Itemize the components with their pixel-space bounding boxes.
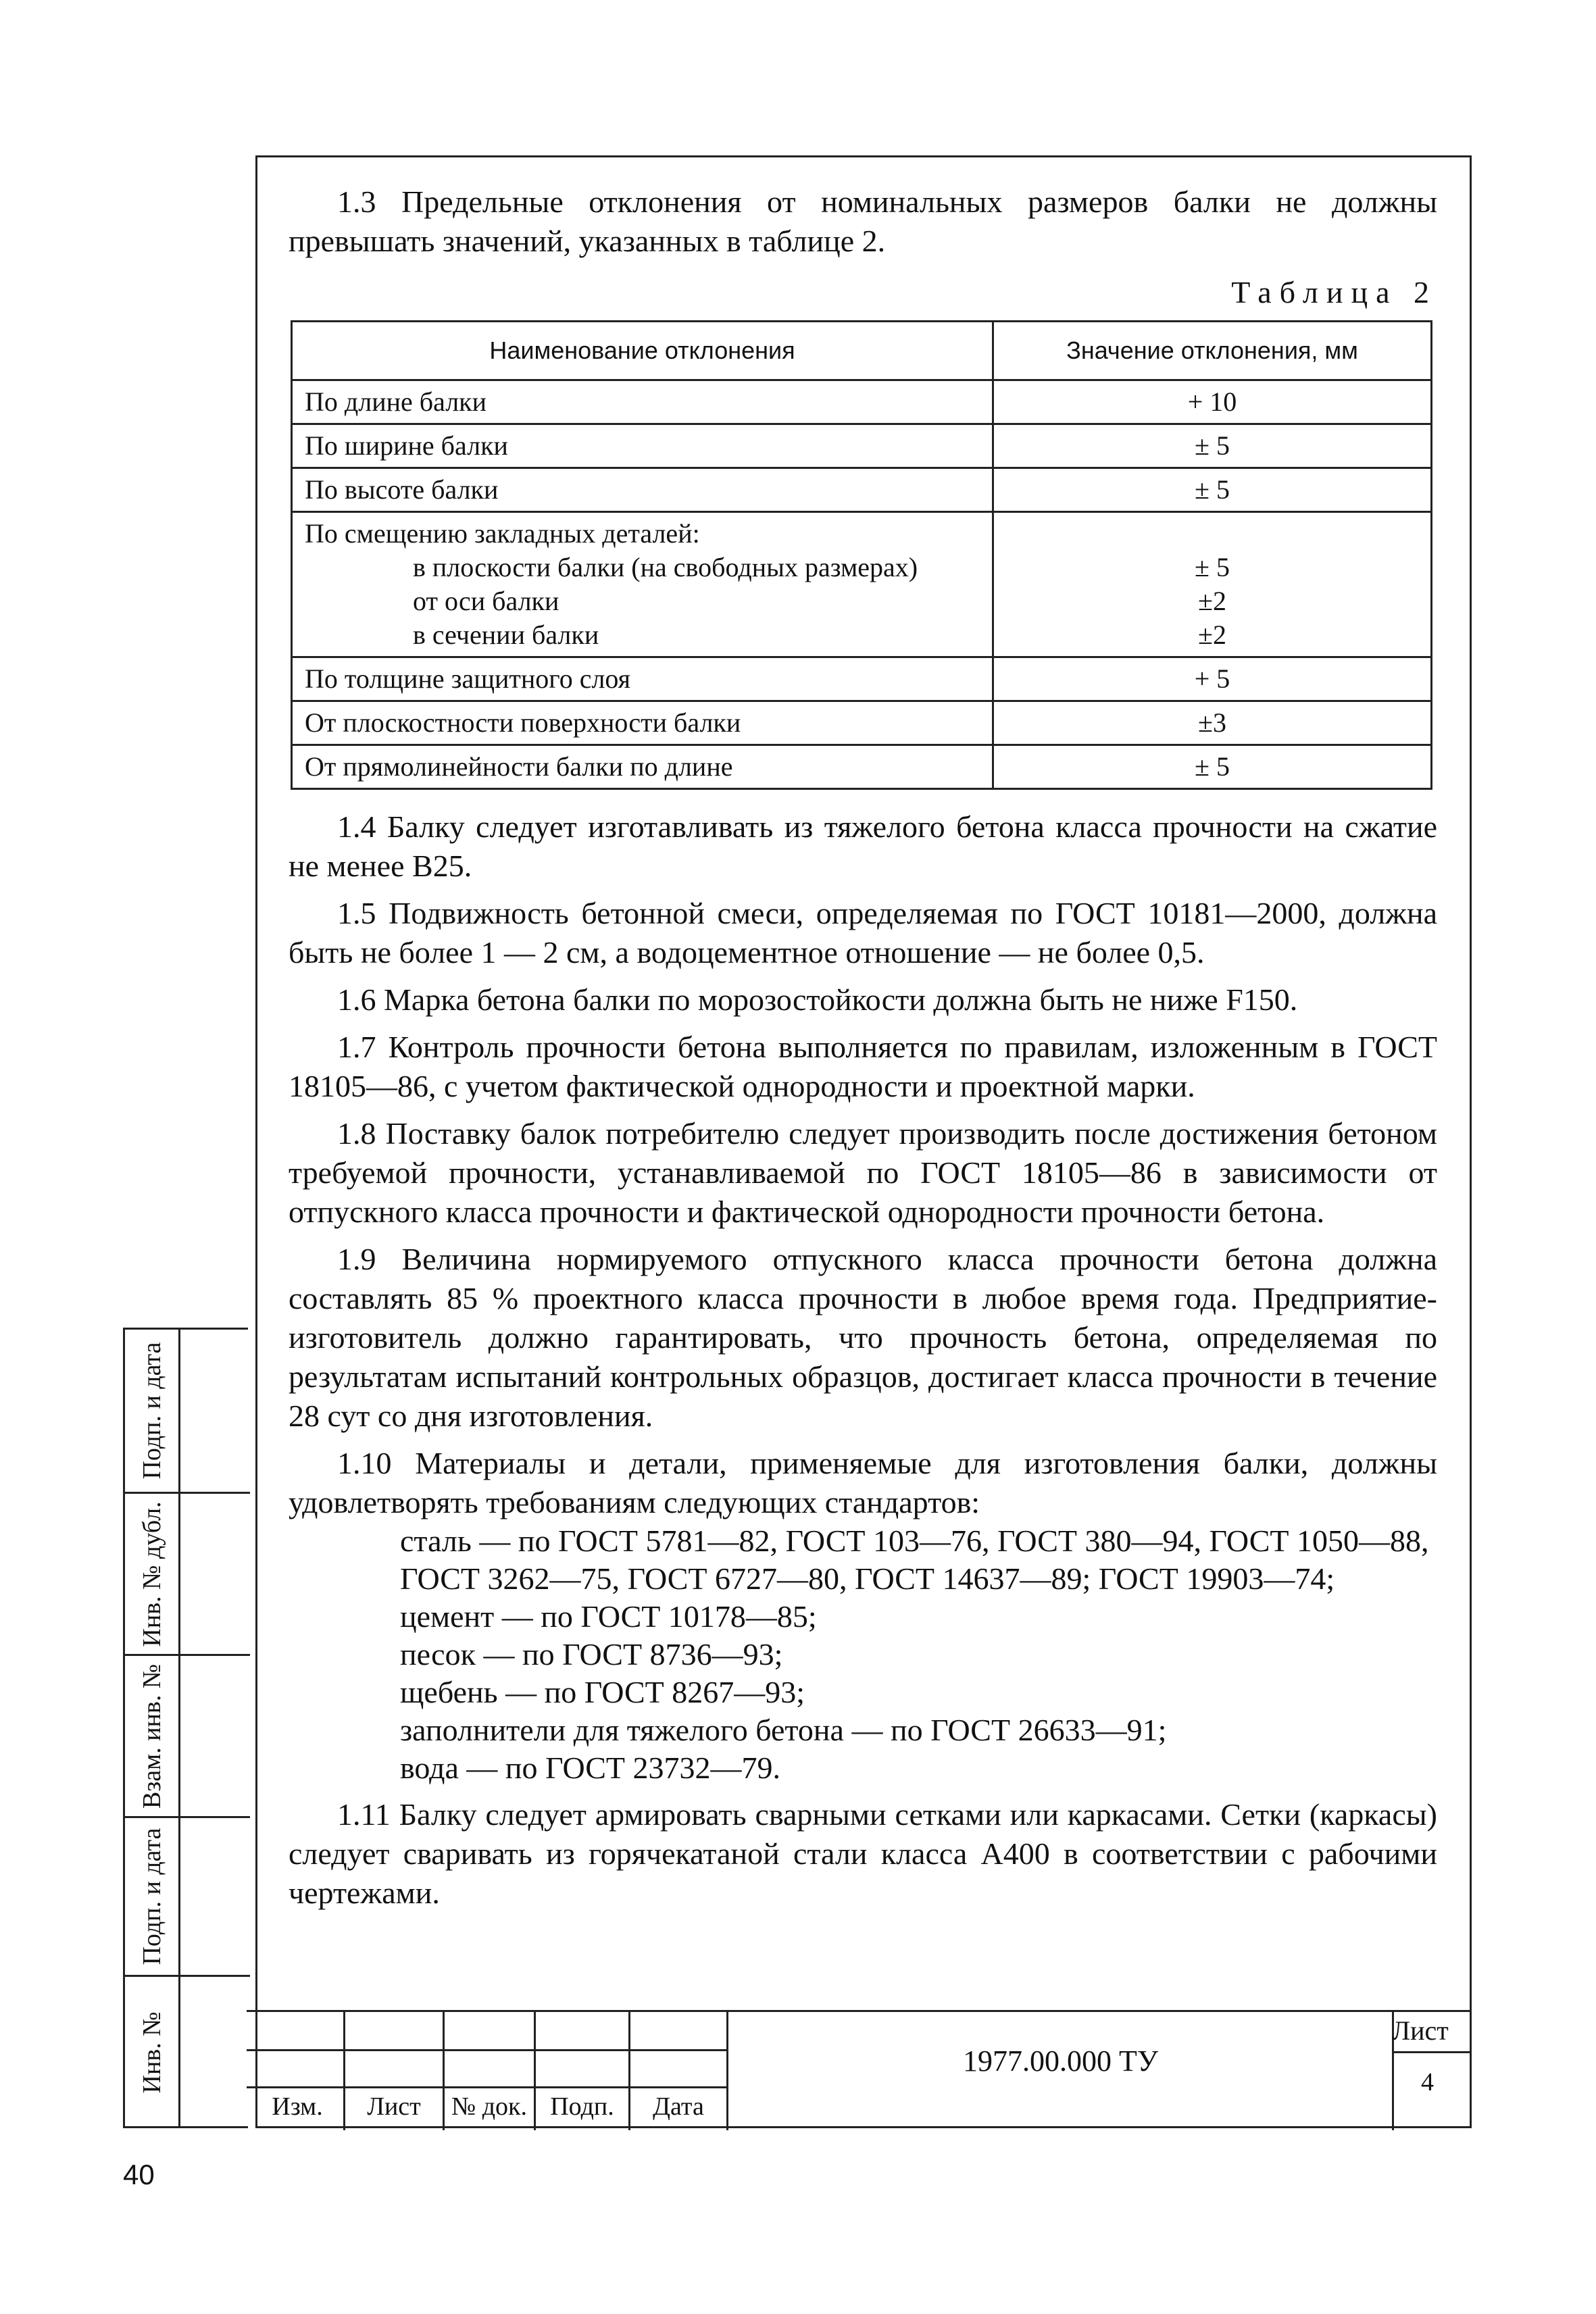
paragraph-1-7: 1.7 Контроль прочности бетона выполняется по правилам, изложенным в ГОСТ 18105—86, с учетом фактической однородности и проектной марки. — [289, 1030, 1437, 1103]
row-value: + 10 — [993, 380, 1432, 424]
table-caption: Таблица 2 — [1231, 275, 1437, 309]
stamp-label: Взам. инв. № — [137, 1663, 166, 1809]
paragraph-1-9: 1.9 Величина нормируемого отпускного класса прочности бетона должна составлять 85 % проектного класса прочности в любое время года. Предприятие-изготовитель должно гарантировать, что прочность бетона, определяемая по результатам испытаний контрольных образцов, достигает класса прочности в течение 28 сут со дня изготовления. — [289, 1242, 1437, 1433]
table-row — [292, 701, 1432, 745]
row-subitem: в плоскости балки (на свободных размерах) — [413, 552, 918, 582]
col-change: Изм. — [272, 2092, 323, 2121]
row-value — [993, 512, 1432, 657]
header-name: Наименование отклонения — [292, 322, 993, 380]
stamp-cell — [125, 1330, 250, 1492]
table-row — [292, 468, 1432, 512]
row-name: По длине балки — [292, 380, 993, 424]
row-name: От плоскостности поверхности балки — [292, 701, 993, 745]
paragraph-1-4: 1.4 Балку следует изготавливать из тяжелого бетона класса прочности на сжатие не менее В25. — [289, 809, 1437, 883]
table-header-row — [292, 322, 1432, 380]
sheet-label: Лист — [1392, 2015, 1449, 2046]
row-subitem: в сечении балки — [413, 620, 599, 650]
paragraph-1-10: 1.10 Материалы и детали, применяемые для изготовления балки, должны удовлетворять требованиям следующих стандартов: — [289, 1446, 1437, 1519]
row-value: ± 5 — [993, 424, 1432, 468]
stamp-cell — [125, 1816, 250, 1975]
stamp-label: Подп. и дата — [137, 1828, 166, 1965]
row-value: ±3 — [993, 701, 1432, 745]
row-subvalue: ±2 — [1198, 620, 1226, 650]
sheet-number: 4 — [1421, 2068, 1434, 2096]
row-group-title: По смещению закладных деталей: — [305, 518, 700, 549]
paragraph-1-8: 1.8 Поставку балок потребителю следует производить после достижения бетоном требуемой прочности, устанавливаемой по ГОСТ 18105—86 в зависимости от отпускного класса прочности и фактической однородности прочности бетона. — [289, 1116, 1437, 1229]
stamp-label: Инв. № — [137, 2011, 166, 2094]
row-value: ± 5 — [993, 745, 1432, 789]
paragraph-1-11: 1.11 Балку следует армировать сварными сетками или каркасами. Сетки (каркасы) следует сваривать из горячекатаной стали класса А400 в соответствии с рабочими чертежами. — [289, 1797, 1437, 1910]
row-name: По ширине балки — [292, 424, 993, 468]
list-item: щебень — по ГОСТ 8267—93; — [400, 1675, 805, 1709]
row-name: От прямолинейности балки по длине — [292, 745, 993, 789]
page-number: 40 — [123, 2159, 155, 2190]
table-row — [292, 424, 1432, 468]
row-subitem: от оси балки — [413, 586, 559, 616]
row-value: + 5 — [993, 657, 1432, 701]
col-date: Дата — [653, 2092, 704, 2121]
stamp-cell — [125, 1492, 250, 1654]
stamp-label: Подп. и дата — [137, 1342, 166, 1480]
row-subvalue: ± 5 — [1195, 552, 1230, 582]
document-code: 1977.00.000 ТУ — [963, 2044, 1159, 2078]
deviations-table — [291, 320, 1432, 790]
row-name: По толщине защитного слоя — [292, 657, 993, 701]
paragraph-1-3: 1.3 Предельные отклонения от номинальных размеров балки не должны превышать значений, указанных в таблице 2. — [289, 184, 1437, 258]
table-row — [292, 657, 1432, 701]
row-name: По высоте балки — [292, 468, 993, 512]
row-value: ± 5 — [993, 468, 1432, 512]
list-item: заполнители для тяжелого бетона — по ГОСТ 26633—91; — [400, 1713, 1167, 1747]
table-row — [292, 745, 1432, 789]
list-item: ГОСТ 3262—75, ГОСТ 6727—80, ГОСТ 14637—89; ГОСТ 19903—74; — [400, 1561, 1335, 1596]
row-subvalue: ±2 — [1198, 586, 1226, 616]
list-item: вода — по ГОСТ 23732—79. — [400, 1751, 781, 1785]
list-item: сталь — по ГОСТ 5781—82, ГОСТ 103—76, ГОСТ 380—94, ГОСТ 1050—88, — [400, 1524, 1429, 1558]
list-item: цемент — по ГОСТ 10178—85; — [400, 1599, 817, 1634]
list-item: песок — по ГОСТ 8736—93; — [400, 1637, 783, 1671]
col-sheet: Лист — [367, 2092, 421, 2121]
stamp-label: Инв. № дубл. — [137, 1501, 166, 1647]
document-body — [289, 182, 1437, 1921]
col-signature: Подп. — [550, 2092, 614, 2121]
header-value: Значение отклонения, мм — [993, 322, 1432, 380]
row-name — [292, 512, 993, 657]
paragraph-1-5: 1.5 Подвижность бетонной смеси, определяемая по ГОСТ 10181—2000, должна быть не более 1 — 2 см, а водоцементное отношение — не более 0,5. — [289, 896, 1437, 970]
stamp-cell — [125, 1975, 250, 2128]
table-row — [292, 512, 1432, 657]
paragraph-1-6: 1.6 Марка бетона балки по морозостойкости должна быть не ниже F150. — [337, 982, 1298, 1017]
stamp-cell — [125, 1654, 250, 1816]
standards-list — [289, 1522, 1437, 1787]
approval-stamp-column — [123, 1328, 248, 2128]
col-doc-no: № док. — [451, 2092, 528, 2121]
title-block — [247, 2010, 1472, 2128]
table-row — [292, 380, 1432, 424]
